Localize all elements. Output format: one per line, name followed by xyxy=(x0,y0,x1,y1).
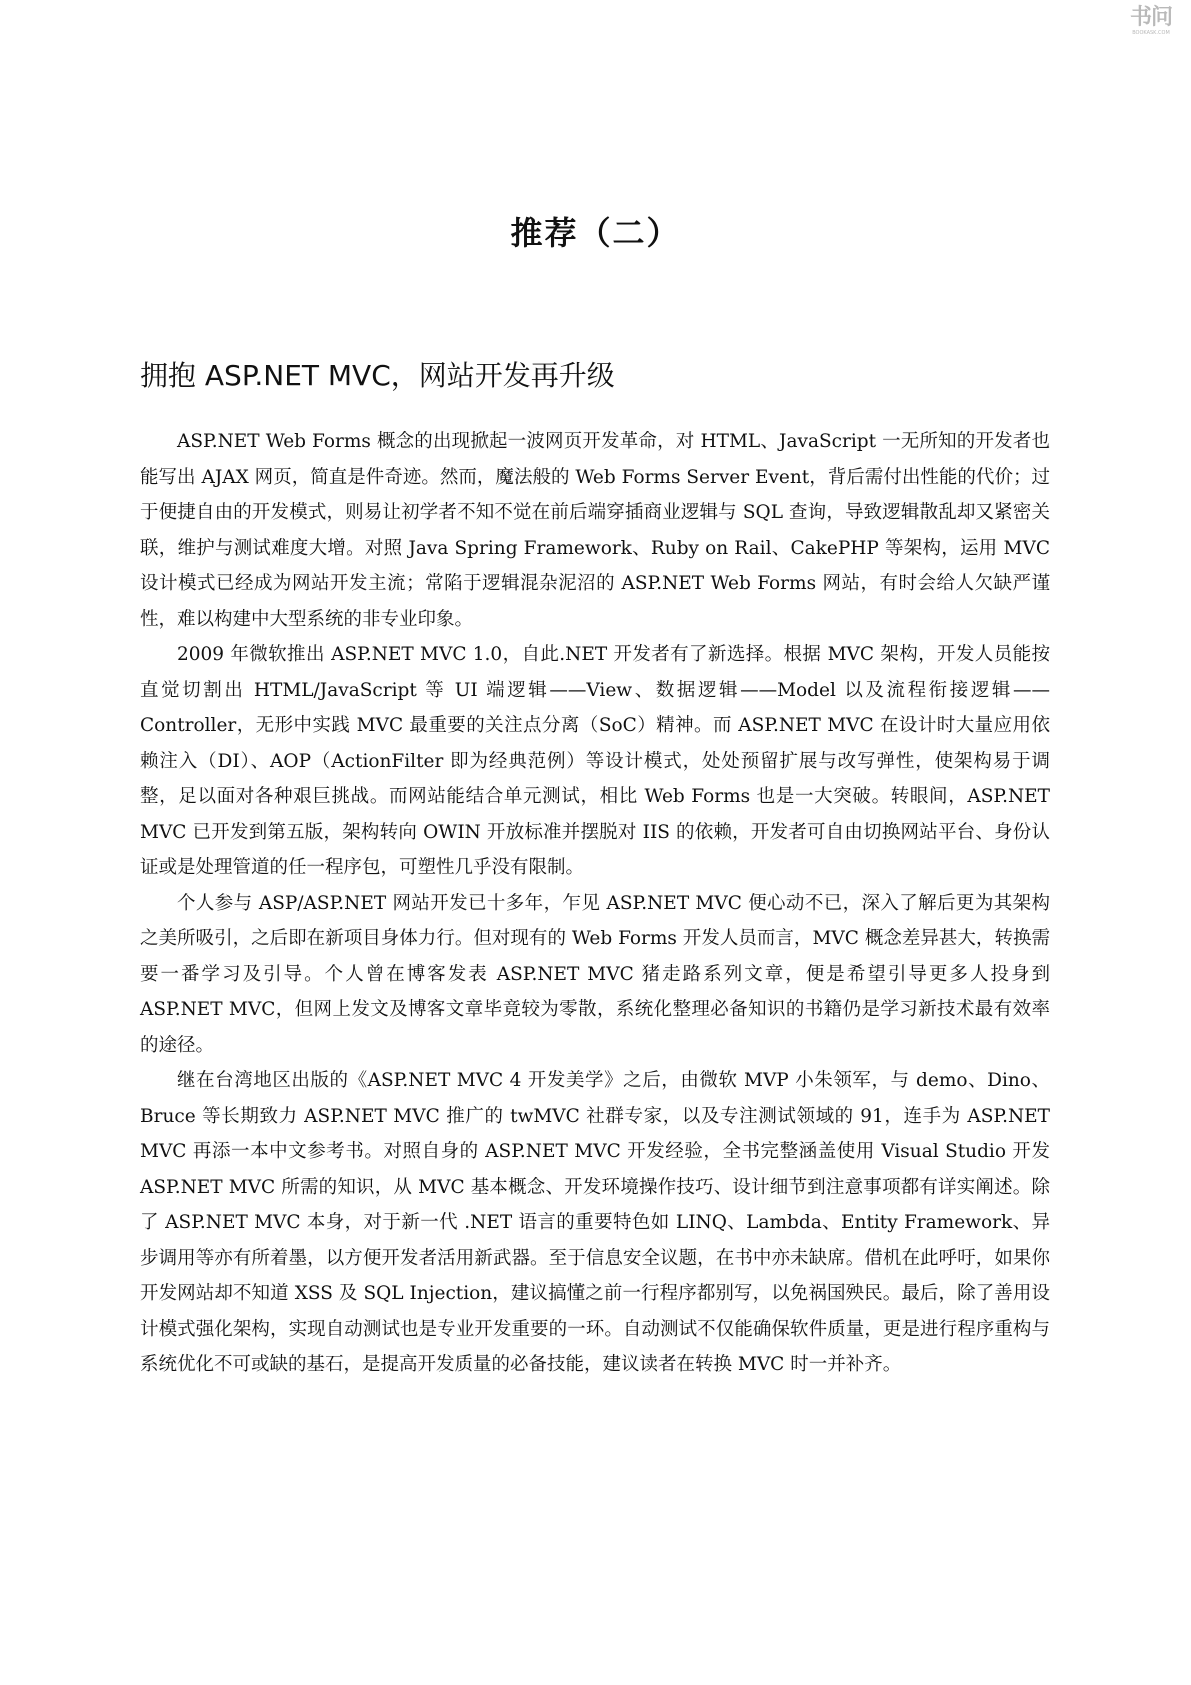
paragraph-2: 2009 年微软推出 ASP.NET MVC 1.0，自此.NET 开发者有了新选择。根据 MVC 架构，开发人员能按直觉切割出 HTML/JavaScript 等 UI 端逻辑——View、数据逻辑——Model 以及流程衔接逻辑——Controller，无形中实践 MVC 最重要的关注点分离（SoC）精神。而 ASP.NET MVC 在设计时大量应用依赖注入（DI）、AOP（ActionFilter 即为经典范例）等设计模式，处处预留扩展与改写弹性，使架构易于调整，足以面对各种艰巨挑战。而网站能结合单元测试，相比 Web Forms 也是一大突破。转眼间，ASP.NET MVC 已开发到第五版，架构转向 OWIN 开放标准并摆脱对 IIS 的依赖，开发者可自由切换网站平台、身份认证或是处理管道的任一程序包，可塑性几乎没有限制。 xyxy=(140,644,1050,878)
watermark-logo-text: 书问 xyxy=(1129,5,1172,30)
paragraph-3: 个人参与 ASP/ASP.NET 网站开发已十多年，乍见 ASP.NET MVC 便心动不已，深入了解后更为其架构之美所吸引，之后即在新项目身体力行。但对现有的 Web Forms 开发人员而言，MVC 概念差异甚大，转换需要一番学习及引导。个人曾在博客发表 ASP.NET MVC 猪走路系列文章，便是希望引导更多人投身到 ASP.NET MVC，但网上发文及博客文章毕竟较为零散，系统化整理必备知识的书籍仍是学习新技术最有效率的途径。 xyxy=(140,892,1050,1056)
page-title: 推荐（二） xyxy=(510,214,681,252)
paragraph-4: 继在台湾地区出版的《ASP.NET MVC 4 开发美学》之后，由微软 MVP 小朱领军，与 demo、Dino、Bruce 等长期致力 ASP.NET MVC 推广的 twMVC 社群专家，以及专注测试领域的 91，连手为 ASP.NET MVC 再添一本中文参考书。对照自身的 ASP.NET MVC 开发经验，全书完整涵盖使用 Visual Studio 开发 ASP.NET MVC 所需的知识，从 MVC 基本概念、开发环境操作技巧、设计细节到注意事项都有详实阐述。除了 ASP.NET MVC 本身，对于新一代 .NET 语言的重要特色如 LINQ、Lambda、Entity Framework、异步调用等亦有所着墨，以方便开发者活用新武器。至于信息安全议题，在书中亦未缺席。借机在此呼吁，如果你开发网站却不知道 XSS 及 SQL Injection，建议搞懂之前一行程序都别写，以免祸国殃民。最后，除了善用设计模式强化架构，实现自动测试也是专业开发重要的一环。自动测试不仅能确保软件质量，更是进行程序重构与系统优化不可或缺的基石，是提高开发质量的必备技能，建议读者在转换 MVC 时一并补齐。 xyxy=(140,1070,1050,1375)
watermark-url: BOOKASK.COM xyxy=(1132,30,1170,36)
section-heading: 拥抱 ASP.NET MVC，网站开发再升级 xyxy=(140,359,615,392)
watermark-logo xyxy=(1125,6,1177,37)
article-body xyxy=(140,424,1050,1383)
paragraph-1: ASP.NET Web Forms 概念的出现掀起一波网页开发革命，对 HTML、JavaScript 一无所知的开发者也能写出 AJAX 网页，简直是件奇迹。然而，魔法般的 Web Forms Server Event，背后需付出性能的代价；过于便捷自由的开发模式，则易让初学者不知不觉在前后端穿插商业逻辑与 SQL 查询，导致逻辑散乱却又紧密关联，维护与测试难度大增。对照 Java Spring Framework、Ruby on Rail、CakePHP 等架构，运用 MVC 设计模式已经成为网站开发主流；常陷于逻辑混杂泥沼的 ASP.NET Web Forms 网站，有时会给人欠缺严谨性，难以构建中大型系统的非专业印象。 xyxy=(140,431,1050,630)
